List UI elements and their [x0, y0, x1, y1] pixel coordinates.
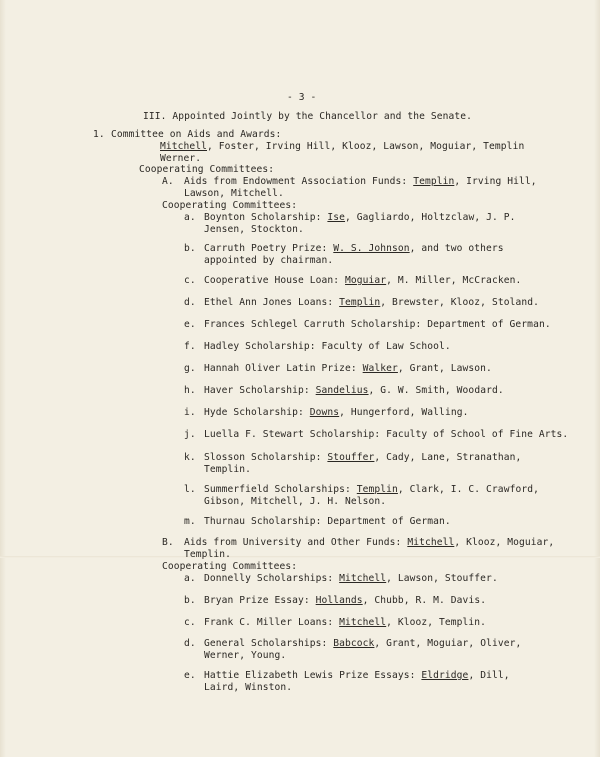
award-name: Donnelly Scholarships:: [204, 573, 340, 584]
section-a-item-letter: l.: [184, 484, 196, 495]
award-chair: Templin: [356, 484, 398, 495]
section-b-chair: Mitchell: [407, 537, 455, 548]
award-members: Department of German.: [427, 319, 551, 330]
section-a-item: [204, 452, 521, 463]
award-name: Hadley Scholarship:: [204, 341, 322, 352]
award-chair: Walker: [362, 363, 398, 374]
award-name: Cooperative House Loan:: [204, 275, 346, 286]
section-a-item: [204, 516, 451, 527]
section-b-heading: [184, 537, 554, 548]
cooperating-committees-label: Cooperating Committees:: [139, 164, 275, 175]
award-chair: W. S. Johnson: [333, 243, 410, 254]
section-a-item-letter: b.: [184, 243, 196, 254]
award-members: , Gagliardo, Holtzclaw, J. P.: [345, 212, 516, 223]
section-b-cooperating-label: Cooperating Committees:: [162, 561, 298, 572]
section-a-item-line2: Jensen, Stockton.: [204, 224, 304, 235]
section-a-item: [204, 243, 504, 254]
committee-members: [160, 141, 524, 152]
award-name: Frances Schlegel Carruth Scholarship:: [204, 319, 428, 330]
committee-chair: Mitchell: [160, 141, 208, 152]
award-chair: Mitchell: [339, 573, 387, 584]
section-a-members-line2: Lawson, Mitchell.: [184, 188, 284, 199]
award-name: Haver Scholarship:: [204, 385, 316, 396]
section-a-item: [204, 212, 515, 223]
award-members: Department of German.: [327, 516, 451, 527]
award-chair: Ise: [327, 212, 346, 223]
section-a-item-letter: k.: [184, 452, 196, 463]
award-chair: Templin: [339, 297, 381, 308]
page-edge-right: [594, 0, 600, 757]
section-a-title: Aids from Endowment Association Funds:: [184, 176, 408, 187]
section-b-item-line2: Laird, Winston.: [204, 682, 293, 693]
section-a-item-letter: g.: [184, 363, 196, 374]
award-members: Faculty of Law School.: [321, 341, 451, 352]
award-name: Ethel Ann Jones Loans:: [204, 297, 340, 308]
section-a-item-line2: appointed by chairman.: [204, 255, 334, 266]
section-a-item: [204, 429, 568, 440]
award-name: Hannah Oliver Latin Prize:: [204, 363, 363, 374]
section-b-item-letter: e.: [184, 670, 196, 681]
committee-number: 1.: [93, 129, 105, 140]
committee-members-line2: Werner.: [160, 153, 202, 164]
section-a-item: [204, 341, 451, 352]
award-members: , Clark, I. C. Crawford,: [397, 484, 539, 495]
section-b-members-line2: Templin.: [184, 549, 232, 560]
award-name: Summerfield Scholarships:: [204, 484, 357, 495]
section-a-item: [204, 297, 539, 308]
award-chair: Downs: [309, 407, 340, 418]
section-a-members: , Irving Hill,: [454, 176, 537, 187]
paper-fold-line: [0, 556, 600, 558]
award-chair: Stouffer: [327, 452, 375, 463]
section-b-item: [204, 595, 486, 606]
award-chair: Moguiar: [345, 275, 387, 286]
award-name: Bryan Prize Essay:: [204, 595, 316, 606]
section-a-item-letter: f.: [184, 341, 196, 352]
section-a-item-letter: a.: [184, 212, 196, 223]
section-a-item-letter: c.: [184, 275, 196, 286]
section-a-item-letter: h.: [184, 385, 196, 396]
section-a-chair: Templin: [413, 176, 455, 187]
section-b-item: [204, 638, 521, 649]
section-a-item-line2: Templin.: [204, 464, 252, 475]
section-b-item-line2: Werner, Young.: [204, 650, 287, 661]
page-number: - 3 -: [287, 92, 317, 103]
award-members: , Chubb, R. M. Davis.: [362, 595, 487, 606]
section-a-item-line2: Gibson, Mitchell, J. H. Nelson.: [204, 496, 387, 507]
award-name: Slosson Scholarship:: [204, 452, 328, 463]
section-b-title: Aids from University and Other Funds:: [184, 537, 402, 548]
award-name: Luella F. Stewart Scholarship:: [204, 429, 387, 440]
section-a-item: [204, 275, 521, 286]
committee-members-rest: , Foster, Irving Hill, Klooz, Lawson, Moguiar, Templin: [207, 141, 525, 152]
section-b-letter: B.: [162, 537, 174, 548]
award-name: Frank C. Miller Loans:: [204, 617, 340, 628]
award-chair: Hollands: [315, 595, 363, 606]
page-edge-left: [0, 0, 6, 757]
award-name: Thurnau Scholarship:: [204, 516, 328, 527]
section-a-letter: A.: [162, 176, 174, 187]
award-members: , Lawson, Stouffer.: [386, 573, 498, 584]
section-a-item-letter: j.: [184, 429, 196, 440]
award-members: , Hungerford, Walling.: [339, 407, 469, 418]
award-name: Hattie Elizabeth Lewis Prize Essays:: [204, 670, 422, 681]
section-a-item: [204, 484, 539, 495]
committee-title: Committee on Aids and Awards:: [111, 129, 282, 140]
section-a-cooperating-label: Cooperating Committees:: [162, 200, 298, 211]
award-members: , G. W. Smith, Woodard.: [368, 385, 504, 396]
award-name: Hyde Scholarship:: [204, 407, 310, 418]
section-a-item-letter: m.: [184, 516, 196, 527]
section-b-item-letter: b.: [184, 595, 196, 606]
section-a-item: [204, 363, 492, 374]
section-heading: III. Appointed Jointly by the Chancellor and the Senate.: [143, 111, 473, 122]
award-members: , Klooz, Templin.: [386, 617, 487, 628]
section-a-item: [204, 319, 551, 330]
award-members: , M. Miller, McCracken.: [386, 275, 522, 286]
section-a-heading: [184, 176, 537, 187]
award-members: , Grant, Moguiar, Oliver,: [374, 638, 522, 649]
section-a-item-letter: e.: [184, 319, 196, 330]
section-a-item-letter: i.: [184, 407, 196, 418]
award-chair: Eldridge: [421, 670, 469, 681]
section-a-item: [204, 385, 504, 396]
award-members: , Brewster, Klooz, Stoland.: [380, 297, 539, 308]
section-b-item-letter: d.: [184, 638, 196, 649]
section-b-members: , Klooz, Moguiar,: [454, 537, 555, 548]
section-b-item: [204, 573, 498, 584]
award-name: General Scholarships:: [204, 638, 334, 649]
section-b-item: [204, 670, 510, 681]
award-members: Faculty of School of Fine Arts.: [386, 429, 569, 440]
award-chair: Sandelius: [315, 385, 369, 396]
section-b-item-letter: c.: [184, 617, 196, 628]
award-members: , Grant, Lawson.: [397, 363, 492, 374]
section-a-item: [204, 407, 468, 418]
award-members: , Cady, Lane, Stranathan,: [374, 452, 522, 463]
section-a-item-letter: d.: [184, 297, 196, 308]
award-chair: Mitchell: [339, 617, 387, 628]
award-members: , and two others: [409, 243, 504, 254]
section-b-item: [204, 617, 486, 628]
award-name: Carruth Poetry Prize:: [204, 243, 334, 254]
award-chair: Babcock: [333, 638, 375, 649]
award-name: Boynton Scholarship:: [204, 212, 328, 223]
award-members: , Dill,: [468, 670, 510, 681]
section-b-item-letter: a.: [184, 573, 196, 584]
